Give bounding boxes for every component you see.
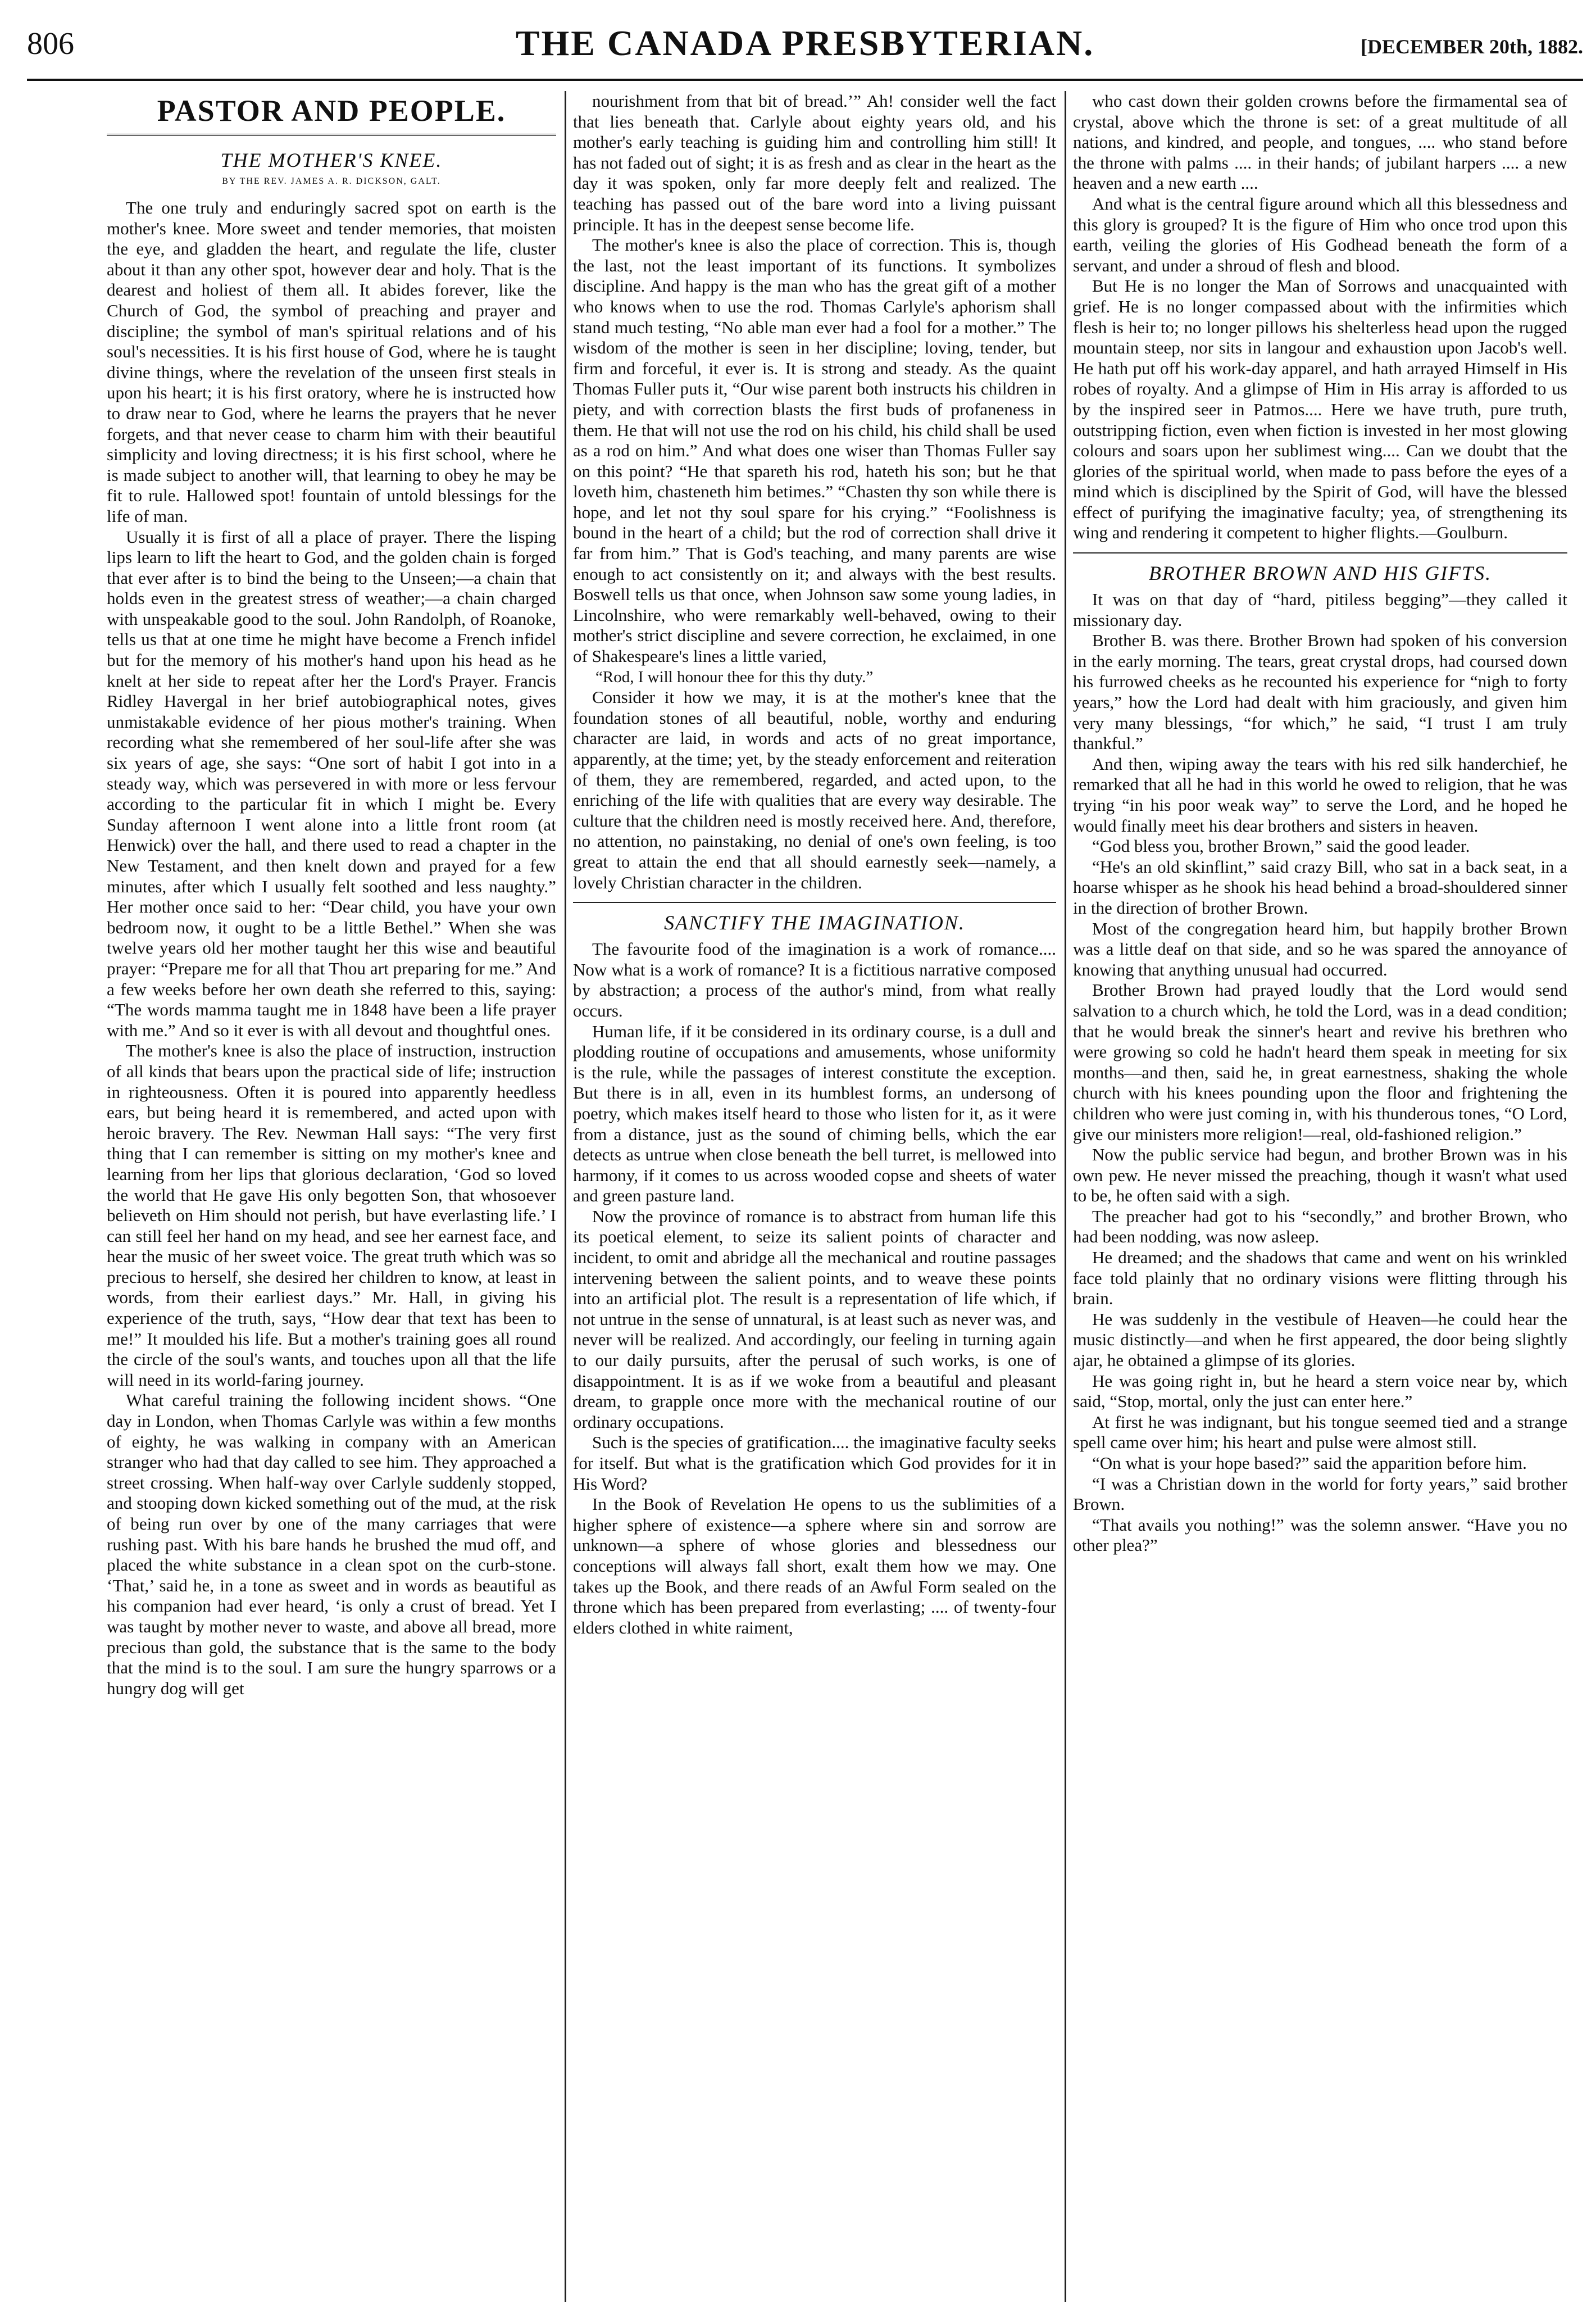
article-separator <box>573 902 1056 903</box>
paragraph: nourishment from that bit of bread.’” Ah! consider well the fact that lies beneath that. Carlyle about eighty years old, and his mother's early teaching is guiding him and controlling him still! It has not faded out of sight; it is as fresh and as clear in the heart as the day it was spoken, only far more deeply felt and realized. The teaching has passed out of the bare word into a living puissant principle. It has in the deepest sense become life. <box>573 91 1056 234</box>
paragraph: And then, wiping away the tears with his red silk handerchief, he remarked that all he had in this world he owed to religion, that he was trying “in his poor weak way” to serve the Lord, and he hoped he would finally meet his dear brothers and sisters in heaven. <box>1073 754 1567 836</box>
paragraph: The mother's knee is also the place of correction. This is, though the last, not the least important of its functions. It symbolizes discipline. And happy is the man who has the great gift of a mother who knows when to use the rod. Thomas Carlyle's aphorism shall stand much testing, “No able man ever had a fool for a mother.” The wisdom of the mother is seen in her discipline; loving, tender, but firm and forceful, it ever is. It is strong and steady. As the quaint Thomas Fuller puts it, “Our wise parent both instructs his children in piety, and with correction blasts the first buds of profaneness in them. He that will not use the rod on his child, his child shall be used as a rod on him.” And what does one wiser than Thomas Fuller say on this point? “He that spareth his rod, hateth his son; but he that loveth him, chasteneth him betimes.” “Chasten thy son while there is hope, and let not thy soul spare for his crying.” “Foolishness is bound in the heart of a child; but the rod of correction shall drive it far from him.” That is God's teaching, and many parents are wise enough to act consistently on it; and always with the best results. Boswell tells us that once, when Johnson saw some young ladies, in Lincolnshire, who were remarkably well-behaved, owing to their mother's strict discipline and severe correction, he exclaimed, in one of Shakespeare's lines a little varied, <box>573 235 1056 666</box>
column-1 <box>107 91 556 2302</box>
paragraph: The one truly and enduringly sacred spot on earth is the mother's knee. More sweet and tender memories, that moisten the eye, and gladden the heart, and regulate the life, cluster about it than any other spot, however dear and holy. That is the dearest and holiest of them all. It abides forever, like the Church of God, the symbol of preaching and prayer and discipline; the symbol of man's spiritual relations and of his soul's necessities. It is his first house of God, where he is taught divine things, where the revelation of the unseen first steals in upon his heart; it is his first oratory, where he is instructed how to draw near to God, where he learns the prayers that he never forgets, and that never cease to charm him with their beautiful simplicity and loving directness; it is his first school, where he is made subject to another will, that learning to obey he may be fit to rule. Hallowed spot! fountain of untold blessings for the life of man. <box>107 198 556 526</box>
paragraph: He dreamed; and the shadows that came and went on his wrinkled face told plainly that no ordinary visions were flitting through his brain. <box>1073 1247 1567 1309</box>
column-3 <box>1073 91 1567 2302</box>
paragraph: Brother B. was there. Brother Brown had spoken of his conversion in the early morning. The tears, great crystal drops, had coursed down his furrowed cheeks as he recounted his experience for “nigh to forty years,” how the Lord had dealt with him graciously, and given him very many blessings, “for which,” he said, “I trust I am truly thankful.” <box>1073 630 1567 754</box>
newspaper-title: THE CANADA PRESBYTERIAN. <box>515 23 1095 63</box>
paragraph: Now the province of romance is to abstract from human life this its poetical element, to seize its salient points of character and incident, to omit and abridge all the mechanical and routine passages intervening between the salient points, and to weave these points into an artificial plot. The result is a representation of life which, if not untrue in the sense of unnatural, is at least such as never was, and never will be realized. And accordingly, our feeling in turning again to our daily pursuits, after the perusal of such works, is one of disappointment. It is as if we woke from a beautiful and pleasant dream, to grapple once more with the mechanical routine of our ordinary occupations. <box>573 1206 1056 1432</box>
paragraph: And what is the central figure around which all this blessedness and this glory is grouped? It is the figure of Him who once trod upon this earth, veiling the glories of His Godhead beneath the form of a servant, and under a shroud of flesh and blood. <box>1073 193 1567 275</box>
paragraph: Human life, if it be considered in its ordinary course, is a dull and plodding routine of occupations and amusements, whose uniformity is the rule, while the passages of interest constitute the exception. But there is in all, even in its humblest forms, an undersong of poetry, which makes itself heard to those who listen for it, as it were from a distance, just as the sound of chiming bells, which the ear detects as untrue when close beneath the bell turret, is mellowed into harmony, if it comes to us across wooded copse and sheets of water and green pasture land. <box>573 1021 1056 1206</box>
paragraph: Consider it how we may, it is at the mother's knee that the foundation stones of all beautiful, noble, worthy and enduring character are laid, in words and acts of no great importance, apparently, at the time; yet, by the steady enforcement and reiteration of them, they are remembered, regarded, and acted upon, to the enriching of the life with qualities that are every way desirable. The culture that the children need is mostly received here. And, therefore, no attention, no painstaking, no denial of one's own feeling, is too great to attain the end that all should earnestly seek—namely, a lovely Christian character in the children. <box>573 687 1056 892</box>
column-divider-2 <box>1065 91 1066 2302</box>
paragraph: He was suddenly in the vestibule of Heaven—he could hear the music distinctly—and when he first appeared, the door being slightly ajar, he obtained a glimpse of its glories. <box>1073 1309 1567 1371</box>
masthead <box>27 22 1583 74</box>
paragraph: who cast down their golden crowns before the firmamental sea of crystal, above which the throne is set: of a great multitude of all nations, and kindred, and people, and tongues, .... who stand before the throne with palms .... in their hands; of jubilant harpers .... a new heaven and a new earth .... <box>1073 91 1567 193</box>
paragraph: “God bless you, brother Brown,” said the good leader. <box>1092 836 1470 856</box>
article-separator <box>1073 552 1567 553</box>
paragraph: It was on that day of “hard, pitiless begging”—they called it missionary day. <box>1073 589 1567 630</box>
paragraph: “He's an old skinflint,” said crazy Bill, who sat in a back seat, in a hoarse whisper as he shook his head behind a broad-shouldered sinner in the direction of brother Brown. <box>1073 856 1567 918</box>
paragraph: Now the public service had begun, and brother Brown was in his own pew. He never missed the preaching, though it wasn't what used to be, he often said with a sigh. <box>1073 1145 1567 1206</box>
paragraph: The preacher had got to his “secondly,” and brother Brown, who had been nodding, was now asleep. <box>1073 1206 1567 1247</box>
paragraph: He was going right in, but he heard a stern voice near by, which said, “Stop, mortal, only the just can enter here.” <box>1073 1371 1567 1412</box>
article-title-mothers-knee: THE MOTHER'S KNEE. <box>220 149 443 171</box>
paragraph: In the Book of Revelation He opens to us the sublimities of a higher sphere of existence—a sphere where sin and sorrow are unknown—a sphere of whose glories and blessedness our conceptions will always fall short, exalt them how we may. One takes up the Book, and there reads of an Awful Form sealed on the throne which has been prepared from everlasting; .... of twenty-four elders clothed in white raiment, <box>573 1494 1056 1637</box>
block-quote: “Rod, I will honour thee for this thy duty.” <box>595 668 874 686</box>
paragraph: Such is the species of gratification.... the imaginative faculty seeks for itself. But what is the gratification which God provides for it in His Word? <box>573 1432 1056 1494</box>
issue-date: [DECEMBER 20th, 1882. <box>1360 35 1583 58</box>
paragraph: “On what is your hope based?” said the apparition before him. <box>1092 1453 1527 1473</box>
column-2 <box>573 91 1056 2302</box>
paragraph: Usually it is first of all a place of prayer. There the lisping lips learn to lift the heart to God, and the golden chain is forged that ever after is to bind the being to the Unseen;—a chain that holds even in the greatest stress of weather;—a chain charged with unspeakable good to the soul. John Randolph, of Roanoke, tells us that at one time he might have become a French infidel but for the memory of his mother's hand upon his head as he knelt at her side to repeat after her the Lord's Prayer. Francis Ridley Havergal in her brief autobiographical notes, gives unmistakable evidence of her pious mother's training. When recording what she remembered of her soul-life after she was six years of age, she says: “One sort of habit I got into in a steady way, which was persevered in with more or less fervour according to the particular fit in which I might be. Every Sunday afternoon I went alone into a little front room (at Henwick) over the hall, and there used to read a chapter in the New Testament, and then knelt down and prayed for a few minutes, after which I usually felt soothed and less naughty.” Her mother once said to her: “Dear child, you have your own bedroom now, it ought to be a little Bethel.” When she was twelve years old her mother taught her this wise and beautiful prayer: “Prepare me for all that Thou art preparing for me.” And a few weeks before her own death she referred to this, saying: “The words mamma taught me in 1848 have been a life prayer with me.” And so it ever is with all devout and thoughtful ones. <box>107 527 556 1040</box>
page-number: 806 <box>27 26 74 61</box>
section-banner: PASTOR AND PEOPLE. <box>107 91 556 136</box>
paragraph: The mother's knee is also the place of instruction, instruction of all kinds that bears upon the practical side of life; instruction in righteousness. Often it is poured into apparently heedless ears, but being heard it is remembered, and acted upon with heroic bravery. The Rev. Newman Hall says: “The very first thing that I can remember is sitting on my mother's knee and learning from her lips that glorious declaration, ‘God so loved the world that He gave His only begotten Son, that whosoever believeth on Him should not perish, but have everlasting life.’ I can still feel her hand on my head, and see her earnest face, and hear the music of her sweet voice. The great truth which was so precious to herself, she desired her children to know, at least in words, from their earliest days.” Mr. Hall, in giving his experience of the truth, says, “How dear that text has been to me!” It moulded his life. But a mother's training goes all round the circle of the soul's wants, and touches upon all that the life will need in its world-faring journey. <box>107 1041 556 1390</box>
article-title-brother-brown: BROTHER BROWN AND HIS GIFTS. <box>1148 562 1492 585</box>
article-title-sanctify-imagination: SANCTIFY THE IMAGINATION. <box>664 911 965 934</box>
paragraph: “That avails you nothing!” was the solemn answer. “Have you no other plea?” <box>1073 1514 1567 1555</box>
paragraph: At first he was indignant, but his tongue seemed tied and a strange spell came over him; his heart and pulse were almost still. <box>1073 1412 1567 1453</box>
paragraph: Brother Brown had prayed loudly that the Lord would send salvation to a church which, he told the Lord, was in a dead condition; that he would break the sinner's heart and revive his brethren who were growing so cold he hadn't heard them speak in meeting for six months—and then, said he, in great earnestness, shaking the whole church with his knees pounding upon the floor and frightening the children who were just coming in, with his thunderous tones, “O Lord, give our ministers more religion!—real, old-fashioned religion.” <box>1073 980 1567 1144</box>
article-byline: BY THE REV. JAMES A. R. DICKSON, GALT. <box>222 176 441 186</box>
column-divider-1 <box>565 91 566 2302</box>
header-rule <box>27 79 1583 81</box>
paragraph: The favourite food of the imagination is a work of romance.... Now what is a work of romance? It is a fictitious narrative composed by abstraction; a process of the author's mind, from what really occurs. <box>573 939 1056 1020</box>
paragraph: “I was a Christian down in the world for forty years,” said brother Brown. <box>1073 1473 1567 1514</box>
paragraph: Most of the congregation heard him, but happily brother Brown was a little deaf on that side, and so he was spared the annoyance of knowing that anything unusual had occurred. <box>1073 918 1567 979</box>
paragraph: What careful training the following incident shows. “One day in London, when Thomas Carlyle was within a few months of eighty, he was walking in company with an American stranger who had that day called to see him. They approached a street crossing. When half-way over Carlyle suddenly stopped, and stooping down kicked something out of the mud, at the risk of being run over by one of the many carriages that were rushing past. With his bare hands he brushed the mud off, and placed the white substance in a clean spot on the curb-stone. ‘That,’ said he, in a tone as sweet and in words as beautiful as his companion had ever heard, ‘is only a crust of bread. Yet I was taught by mother never to waste, and above all bread, more precious than gold, the substance that is the same to the body that the mind is to the soul. I am sure the hungry sparrows or a hungry dog will get <box>107 1390 556 1698</box>
paragraph: But He is no longer the Man of Sorrows and unacquainted with grief. He is no longer compassed about with the infirmities which flesh is heir to; no longer pillows his shelterless head upon the rugged mountain steep, nor sits in langour and exhaustion upon Jacob's well. He hath put off his work-day apparel, and hath arrayed Himself in His robes of royalty. And a glimpse of Him in His array is afforded to us by the inspired seer in Patmos.... Here we have truth, pure truth, outstripping fiction, even when fiction is invested in her most glowing colours and soars upon her sublimest wing.... Can we doubt that the glories of the spiritual world, when made to pass before the eyes of a mind which is disciplined by the Spirit of God, will have the blessed effect of purifying the imaginative faculty; yea, of strengthening its wing and rendering it competent to higher flights.—Goulburn. <box>1073 276 1567 543</box>
